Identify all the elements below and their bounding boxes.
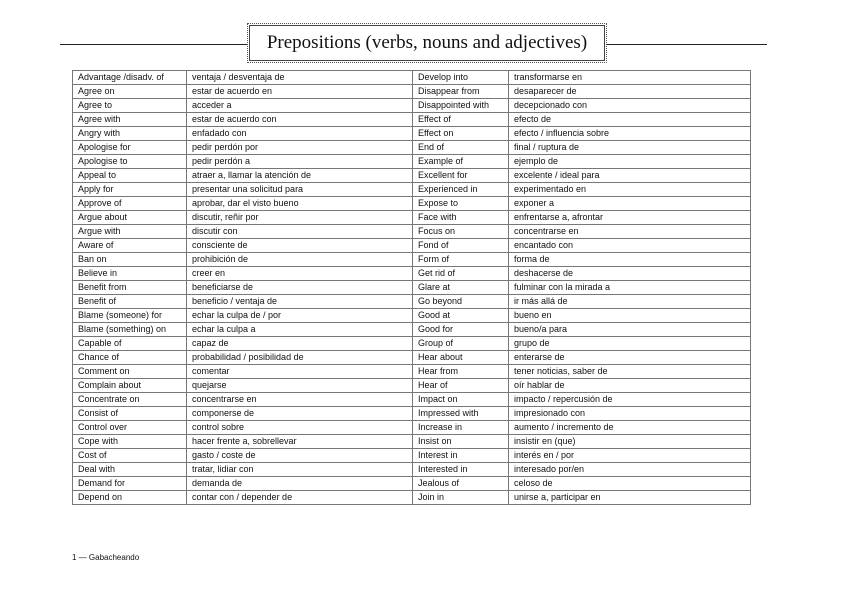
spanish-translation-cell: fulminar con la mirada a <box>509 281 751 295</box>
english-term-cell: Comment on <box>73 365 187 379</box>
english-term-cell: Face with <box>413 211 509 225</box>
spanish-translation-cell: ventaja / desventaja de <box>187 71 413 85</box>
spanish-translation-cell: pedir perdón por <box>187 141 413 155</box>
table-row <box>73 463 751 477</box>
spanish-translation-cell: transformarse en <box>509 71 751 85</box>
spanish-translation-cell: echar la culpa de / por <box>187 309 413 323</box>
spanish-translation-cell: enfrentarse a, afrontar <box>509 211 751 225</box>
english-term-cell: Develop into <box>413 71 509 85</box>
english-term-cell: Cost of <box>73 449 187 463</box>
spanish-translation-cell: oír hablar de <box>509 379 751 393</box>
spanish-translation-cell: enfadado con <box>187 127 413 141</box>
table-row <box>73 281 751 295</box>
table-row <box>73 323 751 337</box>
english-term-cell: Apologise for <box>73 141 187 155</box>
english-term-cell: Agree with <box>73 113 187 127</box>
english-term-cell: Argue with <box>73 225 187 239</box>
english-term-cell: Good for <box>413 323 509 337</box>
table-row <box>73 379 751 393</box>
table-row <box>73 337 751 351</box>
table-row <box>73 491 751 505</box>
table-row <box>73 407 751 421</box>
spanish-translation-cell: grupo de <box>509 337 751 351</box>
table-row <box>73 267 751 281</box>
english-term-cell: Impact on <box>413 393 509 407</box>
spanish-translation-cell: experimentado en <box>509 183 751 197</box>
english-term-cell: Deal with <box>73 463 187 477</box>
spanish-translation-cell: aumento / incremento de <box>509 421 751 435</box>
spanish-translation-cell: consciente de <box>187 239 413 253</box>
table-row <box>73 393 751 407</box>
spanish-translation-cell: exponer a <box>509 197 751 211</box>
english-term-cell: Benefit from <box>73 281 187 295</box>
english-term-cell: Capable of <box>73 337 187 351</box>
table-row <box>73 365 751 379</box>
table-row <box>73 225 751 239</box>
english-term-cell: Control over <box>73 421 187 435</box>
spanish-translation-cell: capaz de <box>187 337 413 351</box>
english-term-cell: Fond of <box>413 239 509 253</box>
english-term-cell: Angry with <box>73 127 187 141</box>
english-term-cell: Appeal to <box>73 169 187 183</box>
page-footer: 1 — Gabacheando <box>72 553 140 562</box>
spanish-translation-cell: ir más allá de <box>509 295 751 309</box>
table-row <box>73 155 751 169</box>
spanish-translation-cell: discutir con <box>187 225 413 239</box>
spanish-translation-cell: decepcionado con <box>509 99 751 113</box>
english-term-cell: End of <box>413 141 509 155</box>
english-term-cell: Effect on <box>413 127 509 141</box>
spanish-translation-cell: pedir perdón a <box>187 155 413 169</box>
spanish-translation-cell: contar con / depender de <box>187 491 413 505</box>
spanish-translation-cell: desaparecer de <box>509 85 751 99</box>
spanish-translation-cell: creer en <box>187 267 413 281</box>
spanish-translation-cell: final / ruptura de <box>509 141 751 155</box>
spanish-translation-cell: estar de acuerdo con <box>187 113 413 127</box>
spanish-translation-cell: bueno/a para <box>509 323 751 337</box>
table-row <box>73 421 751 435</box>
spanish-translation-cell: estar de acuerdo en <box>187 85 413 99</box>
english-term-cell: Apologise to <box>73 155 187 169</box>
table-row <box>73 127 751 141</box>
spanish-translation-cell: enterarse de <box>509 351 751 365</box>
spanish-translation-cell: ejemplo de <box>509 155 751 169</box>
table-row <box>73 169 751 183</box>
english-term-cell: Consist of <box>73 407 187 421</box>
english-term-cell: Ban on <box>73 253 187 267</box>
spanish-translation-cell: impresionado con <box>509 407 751 421</box>
english-term-cell: Agree on <box>73 85 187 99</box>
spanish-translation-cell: excelente / ideal para <box>509 169 751 183</box>
page-title: Prepositions (verbs, nouns and adjectives) <box>247 23 607 63</box>
english-term-cell: Disappear from <box>413 85 509 99</box>
spanish-translation-cell: bueno en <box>509 309 751 323</box>
table-row <box>73 435 751 449</box>
english-term-cell: Focus on <box>413 225 509 239</box>
spanish-translation-cell: atraer a, llamar la atención de <box>187 169 413 183</box>
spanish-translation-cell: tener noticias, saber de <box>509 365 751 379</box>
english-term-cell: Blame (something) on <box>73 323 187 337</box>
spanish-translation-cell: demanda de <box>187 477 413 491</box>
spanish-translation-cell: prohibición de <box>187 253 413 267</box>
english-term-cell: Form of <box>413 253 509 267</box>
spanish-translation-cell: concentrarse en <box>509 225 751 239</box>
english-term-cell: Believe in <box>73 267 187 281</box>
spanish-translation-cell: comentar <box>187 365 413 379</box>
english-term-cell: Benefit of <box>73 295 187 309</box>
english-term-cell: Hear about <box>413 351 509 365</box>
english-term-cell: Glare at <box>413 281 509 295</box>
english-term-cell: Argue about <box>73 211 187 225</box>
table-row <box>73 183 751 197</box>
spanish-translation-cell: hacer frente a, sobrellevar <box>187 435 413 449</box>
english-term-cell: Insist on <box>413 435 509 449</box>
table-row <box>73 253 751 267</box>
spanish-translation-cell: forma de <box>509 253 751 267</box>
spanish-translation-cell: insistir en (que) <box>509 435 751 449</box>
title-rule-left <box>60 44 247 45</box>
english-term-cell: Approve of <box>73 197 187 211</box>
table-row <box>73 71 751 85</box>
table-row <box>73 239 751 253</box>
english-term-cell: Good at <box>413 309 509 323</box>
english-term-cell: Complain about <box>73 379 187 393</box>
english-term-cell: Impressed with <box>413 407 509 421</box>
spanish-translation-cell: discutir, reñir por <box>187 211 413 225</box>
english-term-cell: Example of <box>413 155 509 169</box>
english-term-cell: Effect of <box>413 113 509 127</box>
spanish-translation-cell: control sobre <box>187 421 413 435</box>
english-term-cell: Interested in <box>413 463 509 477</box>
spanish-translation-cell: unirse a, participar en <box>509 491 751 505</box>
english-term-cell: Group of <box>413 337 509 351</box>
spanish-translation-cell: gasto / coste de <box>187 449 413 463</box>
english-term-cell: Cope with <box>73 435 187 449</box>
english-term-cell: Get rid of <box>413 267 509 281</box>
english-term-cell: Join in <box>413 491 509 505</box>
english-term-cell: Increase in <box>413 421 509 435</box>
spanish-translation-cell: acceder a <box>187 99 413 113</box>
spanish-translation-cell: impacto / repercusión de <box>509 393 751 407</box>
english-term-cell: Jealous of <box>413 477 509 491</box>
spanish-translation-cell: celoso de <box>509 477 751 491</box>
english-term-cell: Aware of <box>73 239 187 253</box>
english-term-cell: Hear of <box>413 379 509 393</box>
prepositions-table-body <box>73 71 751 505</box>
table-row <box>73 449 751 463</box>
english-term-cell: Disappointed with <box>413 99 509 113</box>
prepositions-table <box>72 70 751 505</box>
english-term-cell: Expose to <box>413 197 509 211</box>
spanish-translation-cell: interés en / por <box>509 449 751 463</box>
table-row <box>73 85 751 99</box>
english-term-cell: Experienced in <box>413 183 509 197</box>
spanish-translation-cell: tratar, lidiar con <box>187 463 413 477</box>
spanish-translation-cell: beneficio / ventaja de <box>187 295 413 309</box>
spanish-translation-cell: efecto de <box>509 113 751 127</box>
spanish-translation-cell: presentar una solicitud para <box>187 183 413 197</box>
english-term-cell: Apply for <box>73 183 187 197</box>
english-term-cell: Concentrate on <box>73 393 187 407</box>
spanish-translation-cell: echar la culpa a <box>187 323 413 337</box>
spanish-translation-cell: deshacerse de <box>509 267 751 281</box>
table-row <box>73 295 751 309</box>
english-term-cell: Go beyond <box>413 295 509 309</box>
table-row <box>73 211 751 225</box>
spanish-translation-cell: concentrarse en <box>187 393 413 407</box>
title-rule-right <box>607 44 767 45</box>
english-term-cell: Demand for <box>73 477 187 491</box>
table-row <box>73 309 751 323</box>
spanish-translation-cell: encantado con <box>509 239 751 253</box>
english-term-cell: Agree to <box>73 99 187 113</box>
english-term-cell: Depend on <box>73 491 187 505</box>
table-row <box>73 477 751 491</box>
spanish-translation-cell: interesado por/en <box>509 463 751 477</box>
table-row <box>73 351 751 365</box>
english-term-cell: Advantage /disadv. of <box>73 71 187 85</box>
spanish-translation-cell: aprobar, dar el visto bueno <box>187 197 413 211</box>
table-row <box>73 197 751 211</box>
table-row <box>73 99 751 113</box>
spanish-translation-cell: probabilidad / posibilidad de <box>187 351 413 365</box>
english-term-cell: Blame (someone) for <box>73 309 187 323</box>
table-row <box>73 141 751 155</box>
english-term-cell: Excellent for <box>413 169 509 183</box>
english-term-cell: Hear from <box>413 365 509 379</box>
spanish-translation-cell: quejarse <box>187 379 413 393</box>
spanish-translation-cell: efecto / influencia sobre <box>509 127 751 141</box>
english-term-cell: Chance of <box>73 351 187 365</box>
spanish-translation-cell: componerse de <box>187 407 413 421</box>
table-row <box>73 113 751 127</box>
spanish-translation-cell: beneficiarse de <box>187 281 413 295</box>
english-term-cell: Interest in <box>413 449 509 463</box>
